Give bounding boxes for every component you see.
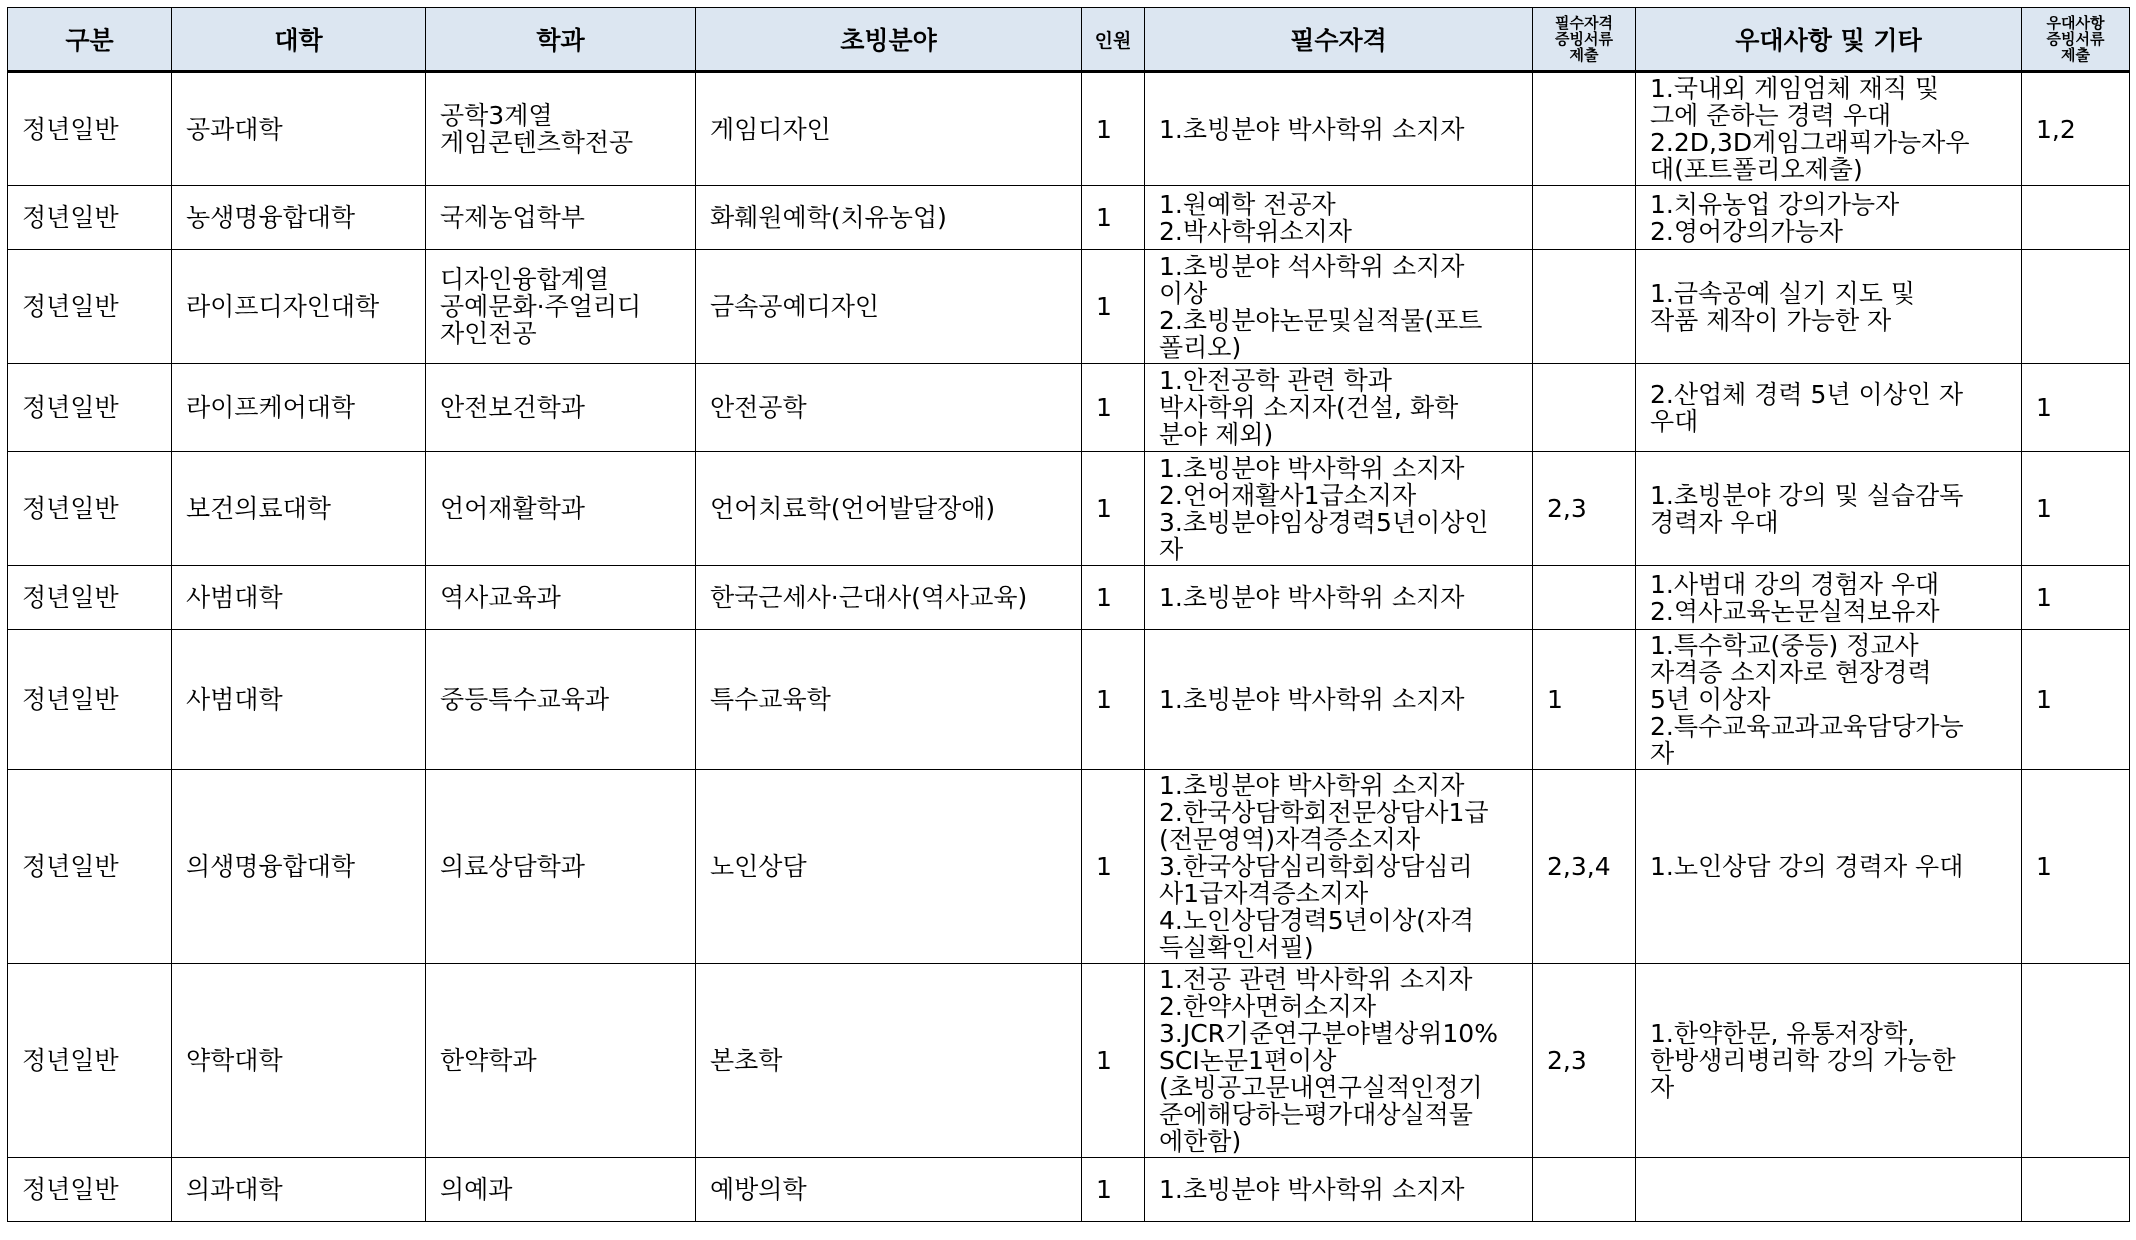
cell-count [1082, 630, 1145, 770]
cell-field [696, 72, 1082, 186]
cell-field-text: 본초학 [710, 1046, 783, 1075]
cell-college [172, 186, 426, 250]
table-row [8, 72, 2130, 186]
cell-college [172, 770, 426, 964]
cell-department-text: 한약학과 [440, 1046, 537, 1075]
cell-required-docs [1533, 250, 1636, 364]
header-required-qualification: 필수자격 [1145, 8, 1533, 72]
cell-division [8, 1158, 172, 1222]
cell-field-text: 언어치료학(언어발달장애) [710, 494, 996, 523]
cell-required-docs [1533, 452, 1636, 566]
cell-count [1082, 770, 1145, 964]
cell-preferences [1636, 566, 2022, 630]
cell-preference-docs [2022, 250, 2130, 364]
cell-department-text: 의예과 [440, 1175, 513, 1204]
cell-preference-docs-text: 1 [2036, 393, 2052, 422]
cell-preference-docs [2022, 452, 2130, 566]
cell-college [172, 566, 426, 630]
cell-college [172, 364, 426, 452]
cell-required-qualification [1145, 452, 1533, 566]
cell-required-docs [1533, 186, 1636, 250]
cell-count-text: 1 [1096, 852, 1112, 881]
cell-field [696, 250, 1082, 364]
cell-college [172, 72, 426, 186]
cell-division [8, 364, 172, 452]
cell-required-qualification-text: 1.초빙분야 박사학위 소지자 [1159, 685, 1465, 714]
table-row [8, 964, 2130, 1158]
cell-required-docs-text: 2,3 [1547, 494, 1587, 523]
cell-field [696, 186, 1082, 250]
table-row [8, 364, 2130, 452]
table-row [8, 770, 2130, 964]
cell-college-text: 의과대학 [186, 1175, 283, 1204]
cell-required-docs [1533, 964, 1636, 1158]
cell-count-text: 1 [1096, 203, 1112, 232]
cell-required-docs [1533, 770, 1636, 964]
cell-department [426, 364, 696, 452]
cell-required-qualification-text: 1.전공 관련 박사학위 소지자 2.한약사면허소지자 3.JCR기준연구분야별상위10% SCI논문1편이상 (초빙공고문내연구실적인정기 준에해당하는평가대상실적물 에한함) [1159, 965, 1498, 1156]
cell-division-text: 정년일반 [22, 203, 119, 232]
cell-required-qualification-text: 1.초빙분야 박사학위 소지자 [1159, 583, 1465, 612]
cell-required-qualification-text: 1.초빙분야 박사학위 소지자 [1159, 1175, 1465, 1204]
cell-required-qualification-text: 1.초빙분야 박사학위 소지자 [1159, 114, 1465, 144]
cell-required-docs [1533, 1158, 1636, 1222]
header-row [8, 8, 2130, 72]
header-department: 학과 [426, 8, 696, 72]
cell-division-text: 정년일반 [22, 393, 119, 422]
cell-preferences [1636, 364, 2022, 452]
cell-count [1082, 1158, 1145, 1222]
cell-college [172, 964, 426, 1158]
cell-preferences-text: 1.금속공예 실기 지도 및 작품 제작이 가능한 자 [1650, 278, 1916, 335]
cell-department-text: 안전보건학과 [440, 393, 585, 422]
cell-field [696, 364, 1082, 452]
cell-department [426, 186, 696, 250]
table-row [8, 566, 2130, 630]
cell-required-docs-text: 2,3,4 [1547, 852, 1611, 881]
cell-required-qualification-text: 1.초빙분야 석사학위 소지자 이상 2.초빙분야논문및실적물(포트 폴리오) [1159, 251, 1483, 362]
recruitment-table-container [7, 7, 2130, 1222]
cell-department-text: 공학3계열 게임콘텐츠학전공 [440, 101, 634, 157]
cell-division [8, 770, 172, 964]
cell-required-docs [1533, 72, 1636, 186]
cell-count-text: 1 [1096, 1046, 1112, 1075]
cell-required-qualification-text: 1.원예학 전공자 2.박사학위소지자 [1159, 189, 1352, 246]
cell-count-text: 1 [1096, 685, 1112, 714]
cell-department [426, 452, 696, 566]
cell-field [696, 1158, 1082, 1222]
cell-division [8, 566, 172, 630]
cell-preference-docs [2022, 566, 2130, 630]
cell-required-qualification [1145, 72, 1533, 186]
cell-required-qualification [1145, 964, 1533, 1158]
cell-preferences [1636, 964, 2022, 1158]
table-body [8, 72, 2130, 1222]
cell-preference-docs [2022, 186, 2130, 250]
cell-required-docs-text: 2,3 [1547, 1046, 1587, 1075]
recruitment-table [7, 7, 2130, 1222]
cell-field-text: 안전공학 [710, 393, 807, 422]
header-preferences: 우대사항 및 기타 [1636, 8, 2022, 72]
cell-field-text: 특수교육학 [710, 685, 831, 714]
cell-preferences-text: 2.산업체 경력 5년 이상인 자 우대 [1650, 379, 1964, 436]
cell-preferences-text: 1.치유농업 강의가능자 2.영어강의가능자 [1650, 189, 1900, 246]
cell-count [1082, 250, 1145, 364]
cell-count-text: 1 [1096, 393, 1112, 422]
cell-division-text: 정년일반 [22, 1046, 119, 1075]
cell-preferences-text: 1.특수학교(중등) 정교사 자격증 소지자로 현장경력 5년 이상자 2.특수교육교과교육담당가능 자 [1650, 631, 1964, 768]
cell-college-text: 사범대학 [186, 583, 283, 612]
table-row [8, 452, 2130, 566]
cell-count [1082, 964, 1145, 1158]
cell-division [8, 964, 172, 1158]
cell-preferences-text: 1.초빙분야 강의 및 실습감독 경력자 우대 [1650, 480, 1964, 537]
cell-count [1082, 364, 1145, 452]
cell-division-text: 정년일반 [22, 583, 119, 612]
cell-department-text: 국제농업학부 [440, 203, 585, 232]
cell-preferences [1636, 452, 2022, 566]
cell-college [172, 250, 426, 364]
header-count: 인원 [1082, 8, 1145, 72]
cell-count-text: 1 [1096, 494, 1112, 523]
cell-college [172, 1158, 426, 1222]
cell-department-text: 역사교육과 [440, 583, 561, 612]
cell-college-text: 라이프디자인대학 [186, 292, 380, 321]
cell-required-docs [1533, 566, 1636, 630]
cell-count-text: 1 [1096, 292, 1112, 321]
cell-preferences [1636, 1158, 2022, 1222]
cell-preferences [1636, 250, 2022, 364]
cell-required-qualification [1145, 250, 1533, 364]
cell-field-text: 금속공예디자인 [710, 292, 880, 321]
cell-field [696, 566, 1082, 630]
cell-field [696, 770, 1082, 964]
cell-department-text: 중등특수교육과 [440, 685, 610, 714]
cell-department-text: 의료상담학과 [440, 852, 585, 881]
cell-count [1082, 72, 1145, 186]
cell-preferences [1636, 630, 2022, 770]
cell-preference-docs [2022, 72, 2130, 186]
cell-division [8, 630, 172, 770]
cell-required-qualification-text: 1.안전공학 관련 학과 박사학위 소지자(건설, 화학 분야 제외) [1159, 366, 1459, 449]
cell-preferences [1636, 186, 2022, 250]
cell-required-docs [1533, 364, 1636, 452]
cell-department-text: 언어재활학과 [440, 494, 585, 523]
cell-preference-docs-text: 1 [2036, 685, 2052, 714]
cell-required-qualification-text: 1.초빙분야 박사학위 소지자 2.언어재활사1급소지자 3.초빙분야임상경력5년이상인 자 [1159, 453, 1489, 564]
cell-preferences [1636, 770, 2022, 964]
table-row [8, 250, 2130, 364]
cell-division-text: 정년일반 [22, 114, 119, 144]
cell-required-qualification [1145, 186, 1533, 250]
header-preference-docs: 우대사항 증빙서류 제출 [2022, 8, 2130, 72]
cell-preference-docs [2022, 364, 2130, 452]
cell-field-text: 예방의학 [710, 1175, 807, 1204]
table-row [8, 186, 2130, 250]
cell-college [172, 452, 426, 566]
cell-division-text: 정년일반 [22, 292, 119, 321]
cell-preference-docs-text: 1,2 [2036, 114, 2076, 144]
cell-preference-docs-text: 1 [2036, 494, 2052, 523]
cell-division-text: 정년일반 [22, 852, 119, 881]
cell-college [172, 630, 426, 770]
cell-count-text: 1 [1096, 1175, 1112, 1204]
cell-field [696, 452, 1082, 566]
cell-college-text: 라이프케어대학 [186, 393, 356, 422]
cell-college-text: 보건의료대학 [186, 494, 331, 523]
cell-college-text: 약학대학 [186, 1046, 283, 1075]
cell-college-text: 농생명융합대학 [186, 203, 356, 232]
table-row [8, 1158, 2130, 1222]
cell-required-qualification [1145, 770, 1533, 964]
cell-department [426, 250, 696, 364]
cell-division-text: 정년일반 [22, 685, 119, 714]
cell-preference-docs [2022, 1158, 2130, 1222]
cell-field-text: 한국근세사·근대사(역사교육) [710, 583, 1028, 612]
cell-department [426, 1158, 696, 1222]
cell-count-text: 1 [1096, 583, 1112, 612]
cell-field-text: 화훼원예학(치유농업) [710, 203, 947, 232]
cell-division [8, 186, 172, 250]
cell-department [426, 630, 696, 770]
cell-field-text: 노인상담 [710, 852, 807, 881]
cell-preference-docs-text: 1 [2036, 583, 2052, 612]
cell-department [426, 566, 696, 630]
cell-department [426, 72, 696, 186]
cell-division-text: 정년일반 [22, 494, 119, 523]
cell-preferences-text: 1.국내외 게임엄체 재직 및 그에 준하는 경력 우대 2.2D,3D게임그래픽가능자우 대(포트폴리오제출) [1650, 74, 1970, 184]
cell-college-text: 사범대학 [186, 685, 283, 714]
cell-required-qualification [1145, 1158, 1533, 1222]
cell-preferences-text: 1.한약한문, 유통저장학, 한방생리병리학 강의 가능한 자 [1650, 1019, 1956, 1102]
cell-preferences [1636, 72, 2022, 186]
cell-required-qualification [1145, 364, 1533, 452]
header-field: 초빙분야 [696, 8, 1082, 72]
cell-field [696, 630, 1082, 770]
cell-department-text: 디자인융합계열 공예문화·주얼리디 자인전공 [440, 265, 642, 348]
cell-preference-docs [2022, 964, 2130, 1158]
cell-count [1082, 452, 1145, 566]
cell-field [696, 964, 1082, 1158]
cell-count [1082, 186, 1145, 250]
table-row [8, 630, 2130, 770]
cell-count-text: 1 [1096, 114, 1112, 144]
cell-preferences-text: 1.사범대 강의 경험자 우대 2.역사교육논문실적보유자 [1650, 569, 1940, 626]
header-division: 구분 [8, 8, 172, 72]
cell-division-text: 정년일반 [22, 1175, 119, 1204]
cell-required-docs [1533, 630, 1636, 770]
cell-required-qualification [1145, 566, 1533, 630]
cell-division [8, 72, 172, 186]
cell-college-text: 의생명융합대학 [186, 852, 356, 881]
cell-department [426, 964, 696, 1158]
header-required-docs: 필수자격 증빙서류 제출 [1533, 8, 1636, 72]
cell-required-qualification-text: 1.초빙분야 박사학위 소지자 2.한국상담학회전문상담사1급 (전문영역)자격증소지자 3.한국상담심리학회상담심리 사1급자격증소지자 4.노인상담경력5년이상(자격 득실확인서필) [1159, 771, 1489, 962]
cell-count [1082, 566, 1145, 630]
cell-preference-docs [2022, 630, 2130, 770]
cell-preference-docs [2022, 770, 2130, 964]
cell-college-text: 공과대학 [186, 114, 283, 144]
cell-required-docs-text: 1 [1547, 685, 1563, 714]
cell-department [426, 770, 696, 964]
header-college: 대학 [172, 8, 426, 72]
cell-required-qualification [1145, 630, 1533, 770]
cell-division [8, 250, 172, 364]
cell-division [8, 452, 172, 566]
cell-preferences-text: 1.노인상담 강의 경력자 우대 [1650, 852, 1964, 881]
cell-preference-docs-text: 1 [2036, 852, 2052, 881]
cell-field-text: 게임디자인 [710, 114, 831, 144]
